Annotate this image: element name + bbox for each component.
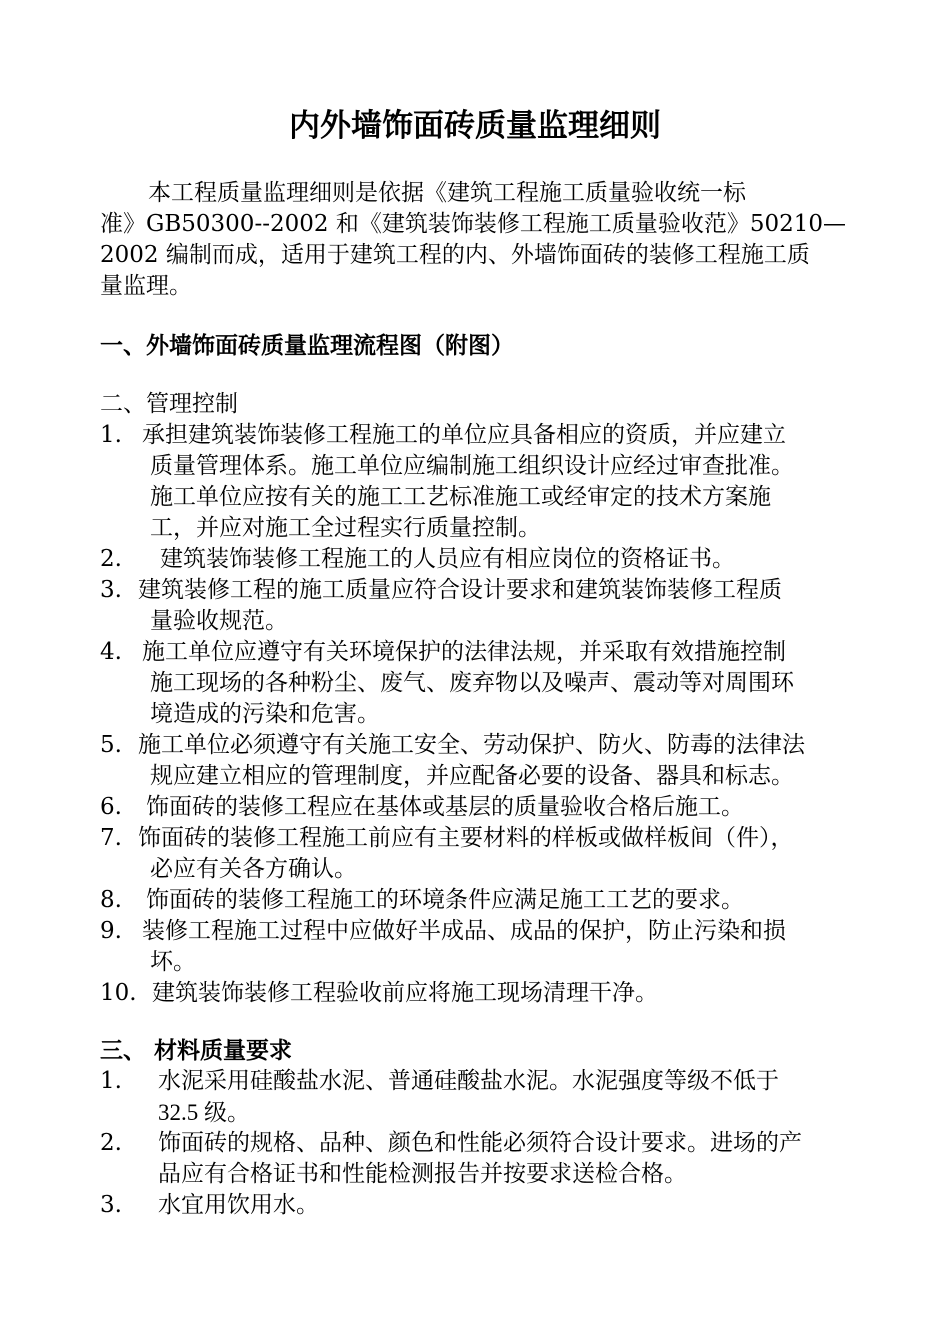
list-item bbox=[100, 1128, 860, 1190]
item-line: 施工现场的各种粉尘、废气、废弃物以及噪声、震动等对周围环 bbox=[150, 670, 794, 696]
list-item bbox=[100, 823, 860, 885]
item-number: 1. bbox=[100, 422, 122, 448]
list-item bbox=[100, 544, 860, 575]
item-number: 1. bbox=[100, 1068, 122, 1094]
item-line: 饰面砖的装修工程应在基体或基层的质量验收合格后施工。 bbox=[146, 794, 744, 820]
item-line: 装修工程施工过程中应做好半成品、成品的保护，防止污染和损 bbox=[142, 918, 786, 944]
item-line: 质量管理体系。施工单位应编制施工组织设计应经过审查批准。 bbox=[150, 453, 794, 479]
item-line: 水泥采用硅酸盐水泥、普通硅酸盐水泥。水泥强度等级不低于 bbox=[158, 1068, 779, 1094]
item-line: 施工单位必须遵守有关施工安全、劳动保护、防火、防毒的法律法 bbox=[138, 732, 805, 758]
intro-line: 本工程质量监理细则是依据《建筑工程施工质量验收统一标 bbox=[148, 180, 746, 206]
item-number: 7. bbox=[100, 825, 122, 851]
item-line: 32.5 级。 bbox=[158, 1100, 250, 1125]
list-item bbox=[100, 420, 860, 544]
intro-line: 量监理。 bbox=[100, 273, 192, 299]
item-line: 饰面砖的规格、品种、颜色和性能必须符合设计要求。进场的产 bbox=[158, 1130, 802, 1156]
item-line: 建筑装修工程的施工质量应符合设计要求和建筑装饰装修工程质 bbox=[138, 577, 782, 603]
list-item bbox=[100, 978, 860, 1009]
item-line: 品应有合格证书和性能检测报告并按要求送检合格。 bbox=[158, 1161, 687, 1187]
intro-line: 2002 编制而成，适用于建筑工程的内、外墙饰面砖的装修工程施工质 bbox=[100, 242, 810, 268]
item-line: 坏。 bbox=[150, 949, 196, 975]
intro-line: 准》GB50300--2002 和《建筑装饰装修工程施工质量验收范》50210— bbox=[100, 211, 846, 237]
item-line: 境造成的污染和危害。 bbox=[150, 701, 380, 727]
item-number: 3. bbox=[100, 1192, 122, 1218]
list-item bbox=[100, 885, 860, 916]
item-number: 8. bbox=[100, 887, 122, 913]
list-item bbox=[100, 1066, 860, 1128]
item-line: 建筑装饰装修工程验收前应将施工现场清理干净。 bbox=[152, 980, 658, 1006]
section-heading-management: 二、管理控制 bbox=[100, 391, 238, 417]
item-number: 2. bbox=[100, 1130, 122, 1156]
intro-paragraph bbox=[100, 178, 860, 302]
item-line: 施工单位应遵守有关环境保护的法律法规，并采取有效措施控制 bbox=[142, 639, 786, 665]
list-item bbox=[100, 916, 860, 978]
list-item bbox=[100, 1190, 860, 1221]
item-line: 施工单位应按有关的施工工艺标准施工或经审定的技术方案施 bbox=[150, 484, 771, 510]
list-item bbox=[100, 575, 860, 637]
section-heading-materials: 三、 材料质量要求 bbox=[100, 1037, 293, 1064]
item-number: 9. bbox=[100, 918, 122, 944]
list-item bbox=[100, 792, 860, 823]
item-line: 规应建立相应的管理制度，并应配备必要的设备、器具和标志。 bbox=[150, 763, 794, 789]
item-number: 2. bbox=[100, 546, 122, 572]
document-title: 内外墙饰面砖质量监理细则 bbox=[289, 108, 661, 144]
item-line: 水宜用饮用水。 bbox=[158, 1192, 319, 1218]
materials-list bbox=[100, 1066, 860, 1221]
item-line: 饰面砖的装修工程施工的环境条件应满足施工工艺的要求。 bbox=[146, 887, 744, 913]
item-line: 必应有关各方确认。 bbox=[150, 856, 357, 882]
item-number: 10. bbox=[100, 980, 137, 1006]
item-line: 量验收规范。 bbox=[150, 608, 288, 634]
item-number: 3. bbox=[100, 577, 122, 603]
list-item bbox=[100, 730, 860, 792]
item-line: 工，并应对施工全过程实行质量控制。 bbox=[150, 515, 541, 541]
item-number: 6. bbox=[100, 794, 122, 820]
item-line: 饰面砖的装修工程施工前应有主要材料的样板或做样板间（件）， bbox=[138, 825, 794, 851]
document-body bbox=[100, 178, 860, 1221]
section-heading-flowchart: 一、外墙饰面砖质量监理流程图（附图） bbox=[100, 332, 514, 359]
item-number: 4. bbox=[100, 639, 122, 665]
item-line: 承担建筑装饰装修工程施工的单位应具备相应的资质，并应建立 bbox=[142, 422, 786, 448]
item-line: 建筑装饰装修工程施工的人员应有相应岗位的资格证书。 bbox=[160, 546, 735, 572]
list-item bbox=[100, 637, 860, 730]
item-number: 5. bbox=[100, 732, 122, 758]
management-list bbox=[100, 420, 860, 1009]
